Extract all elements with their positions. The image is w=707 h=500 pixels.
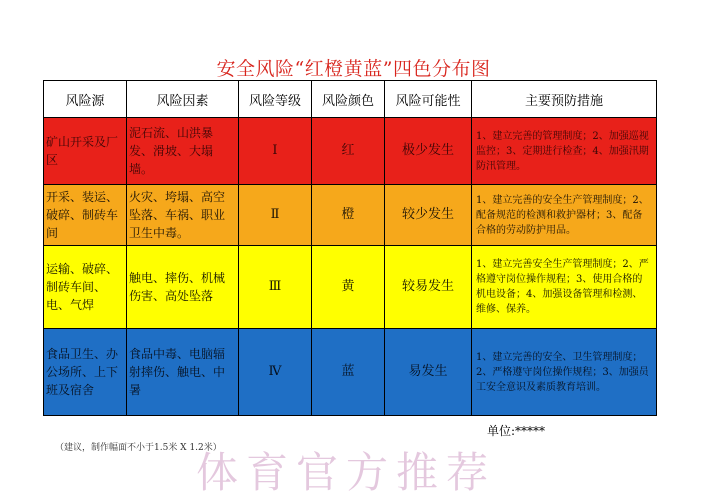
cell-level: Ⅰ bbox=[239, 118, 312, 185]
cell-level: Ⅱ bbox=[239, 185, 312, 246]
unit-label: 单位:***** bbox=[487, 424, 546, 438]
cell-color: 橙 bbox=[312, 185, 385, 246]
table-row-blue bbox=[44, 329, 657, 416]
cell-measures: 1、建立完善的安全生产管理制度；2、配备规范的检测和救护器材；3、配备合格的劳动防护用品。 bbox=[472, 185, 657, 246]
header-measures: 主要预防措施 bbox=[472, 81, 657, 118]
table-row-yellow bbox=[44, 246, 657, 329]
cell-likelihood: 较易发生 bbox=[385, 246, 472, 329]
table-row-red bbox=[44, 118, 657, 185]
cell-factors: 触电、摔伤、机械伤害、高处坠落 bbox=[127, 246, 239, 329]
cell-likelihood: 极少发生 bbox=[385, 118, 472, 185]
header-risk-level: 风险等级 bbox=[239, 81, 312, 118]
cell-level: Ⅳ bbox=[239, 329, 312, 416]
cell-source: 开采、装运、破碎、制砖车间 bbox=[44, 185, 127, 246]
cell-measures: 1、建立完善安全生产管理制度；2、严格遵守岗位操作规程；3、使用合格的机电设备；4、加强设备管理和检测、维修、保养。 bbox=[472, 246, 657, 329]
risk-table bbox=[43, 80, 657, 416]
header-risk-color: 风险颜色 bbox=[312, 81, 385, 118]
header-risk-factors: 风险因素 bbox=[127, 81, 239, 118]
cell-level: Ⅲ bbox=[239, 246, 312, 329]
cell-color: 黄 bbox=[312, 246, 385, 329]
header-row bbox=[44, 81, 657, 118]
cell-measures: 1、建立完善的管理制度；2、加强巡视监控；3、定期进行检查；4、加强汛期防汛管理。 bbox=[472, 118, 657, 185]
page-title: 安全风险“红橙黄蓝”四色分布图 bbox=[216, 58, 491, 80]
cell-measures: 1、建立完善的安全、卫生管理制度；2、严格遵守岗位操作规程；3、加强员工安全意识及素质教育培训。 bbox=[472, 329, 657, 416]
table-row-orange bbox=[44, 185, 657, 246]
cell-likelihood: 易发生 bbox=[385, 329, 472, 416]
cell-source: 矿山开采及厂区 bbox=[44, 118, 127, 185]
cell-factors: 泥石流、山洪暴发、滑坡、大塌墙。 bbox=[127, 118, 239, 185]
header-likelihood: 风险可能性 bbox=[385, 81, 472, 118]
cell-color: 蓝 bbox=[312, 329, 385, 416]
cell-color: 红 bbox=[312, 118, 385, 185]
watermark-text: 体育官方推荐 bbox=[196, 448, 497, 497]
cell-factors: 火灾、垮塌、高空坠落、车祸、职业卫生中毒。 bbox=[127, 185, 239, 246]
header-risk-source: 风险源 bbox=[44, 81, 127, 118]
cell-source: 运输、破碎、制砖车间、电、气焊 bbox=[44, 246, 127, 329]
cell-source: 食品卫生、办公场所、上下班及宿舍 bbox=[44, 329, 127, 416]
cell-factors: 食品中毒、电脑辐射摔伤、触电、中暑 bbox=[127, 329, 239, 416]
cell-likelihood: 较少发生 bbox=[385, 185, 472, 246]
size-note: （建议，制作幅面不小于1.5米 X 1.2米） bbox=[55, 443, 222, 453]
